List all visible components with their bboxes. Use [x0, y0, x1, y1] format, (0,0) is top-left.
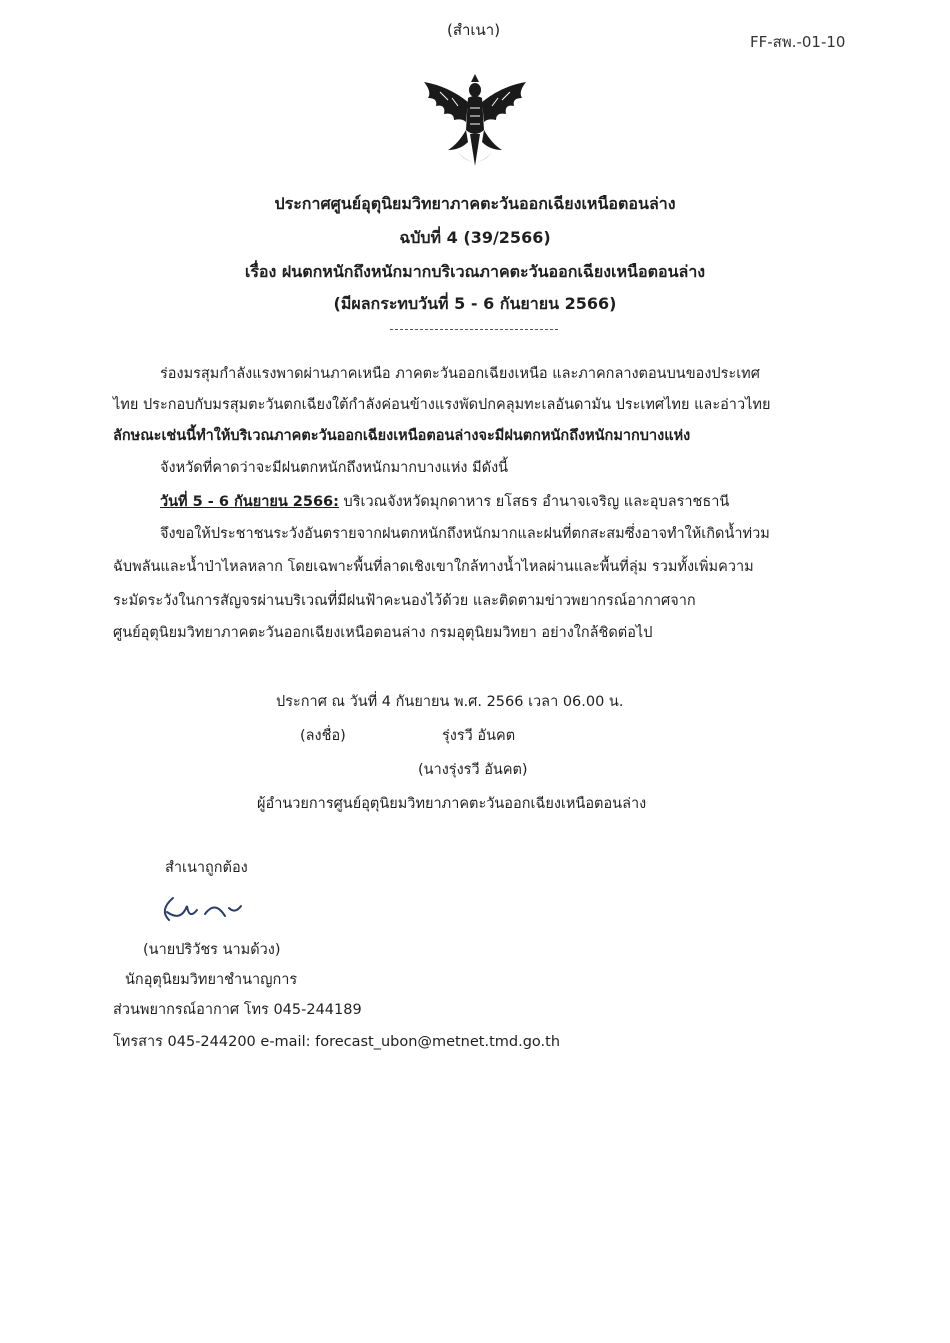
signed-name: รุ่งรวี อันคต	[442, 728, 516, 744]
handwritten-signature-icon	[155, 886, 247, 930]
certified-copy-label: สำเนาถูกต้อง	[165, 860, 248, 876]
body-paragraph-4-line-2: ฉับพลันและน้ำป่าไหลหลาก โดยเฉพาะพื้นที่ลาดเชิงเขาใกล้ทางน้ำไหลผ่านและพื้นที่ลุ่ม รวมทั้งเพิ่มความ	[113, 559, 754, 575]
fax-email: โทรสาร 045-244200 e-mail: forecast_ubon@metnet.tmd.go.th	[113, 1034, 561, 1050]
forecast-date: วันที่ 5 - 6 กันยายน 2566:	[160, 494, 339, 510]
announcement-title: ประกาศศูนย์อุตุนิยมวิทยาภาคตะวันออกเฉียงเหนือตอนล่าง	[274, 194, 676, 213]
department-phone: ส่วนพยากรณ์อากาศ โทร 045-244189	[113, 1002, 362, 1018]
signer-position: ผู้อำนวยการศูนย์อุตุนิยมวิทยาภาคตะวันออกเฉียงเหนือตอนล่าง	[257, 796, 647, 812]
body-paragraph-4-line-4: ศูนย์อุตุนิยมวิทยาภาคตะวันออกเฉียงเหนือตอนล่าง กรมอุตุนิยมวิทยา อย่างใกล้ชิดต่อไป	[113, 625, 653, 641]
announcement-number: ฉบับที่ 4 (39/2566)	[399, 228, 551, 247]
garuda-emblem-icon	[418, 68, 532, 174]
body-paragraph-4-line-1: จึงขอให้ประชาชนระวังอันตรายจากฝนตกหนักถึงหนักมากและฝนที่ตกสะสมซึ่งอาจทำให้เกิดน้ำท่วม	[160, 526, 770, 542]
title-divider	[390, 329, 558, 330]
body-paragraph-1-line-2: ไทย ประกอบกับมรสุมตะวันตกเฉียงใต้กำลังค่อนข้างแรงพัดปกคลุมทะเลอันดามัน ประเทศไทย และอ่าวไทย	[113, 397, 771, 413]
body-paragraph-3	[160, 490, 729, 513]
announce-date: ประกาศ ณ วันที่ 4 กันยายน พ.ศ. 2566 เวลา 06.00 น.	[276, 694, 624, 710]
announcement-subject: เรื่อง ฝนตกหนักถึงหนักมากบริเวณภาคตะวันออกเฉียงเหนือตอนล่าง	[244, 262, 706, 281]
signer-full-name: (นางรุ่งรวี อันคต)	[418, 762, 528, 778]
certifier-position: นักอุตุนิยมวิทยาชำนาญการ	[125, 972, 298, 988]
copy-mark: (สำเนา)	[447, 21, 501, 39]
announcement-effective-date: (มีผลกระทบวันที่ 5 - 6 กันยายน 2566)	[333, 294, 617, 313]
forecast-area: บริเวณจังหวัดมุกดาหาร ยโสธร อำนาจเจริญ และอุบลราชธานี	[338, 494, 730, 510]
body-paragraph-4-line-3: ระมัดระวังในการสัญจรผ่านบริเวณที่มีฝนฟ้าคะนองไว้ด้วย และติดตามข่าวพยากรณ์อากาศจาก	[113, 593, 696, 609]
certifier-name: (นายปริวัชร นามด้วง)	[143, 942, 281, 958]
signed-label: (ลงชื่อ)	[300, 728, 346, 744]
form-code: FF-สพ.-01-10	[750, 33, 846, 51]
body-paragraph-1-line-3: ลักษณะเช่นนี้ทำให้บริเวณภาคตะวันออกเฉียงเหนือตอนล่างจะมีฝนตกหนักถึงหนักมากบางแห่ง	[113, 428, 691, 444]
body-paragraph-1-line-1: ร่องมรสุมกำลังแรงพาดผ่านภาคเหนือ ภาคตะวันออกเฉียงเหนือ และภาคกลางตอนบนของประเทศ	[160, 366, 760, 382]
body-paragraph-2: จังหวัดที่คาดว่าจะมีฝนตกหนักถึงหนักมากบางแห่ง มีดังนี้	[160, 460, 509, 476]
